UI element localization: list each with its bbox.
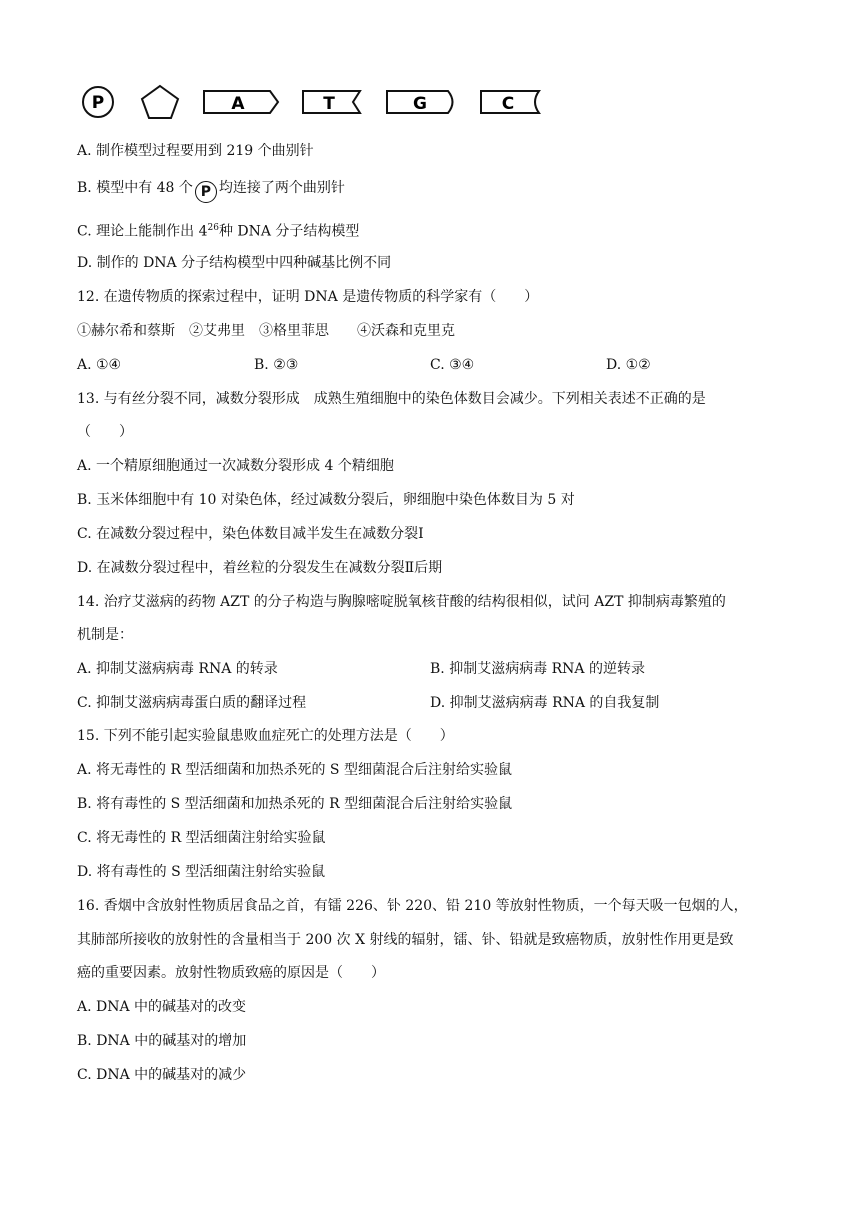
q14-option-c: C. 抑制艾滋病病毒蛋白质的翻译过程: [77, 695, 307, 711]
q11-option-b-pre: B. 模型中有 48 个: [77, 180, 193, 196]
q13-stem-line2: （ ）: [77, 424, 133, 440]
q11-option-c-pre: C. 理论上能制作出 4: [77, 223, 208, 240]
base-G-label: G: [413, 94, 427, 114]
deoxyribose-pentagon-icon: [142, 86, 178, 118]
base-A-icon: [204, 91, 278, 114]
phosphate-icon: [83, 87, 113, 117]
model-components-figure: [78, 82, 558, 122]
q14-option-b: B. 抑制艾滋病病毒 RNA 的逆转录: [430, 661, 645, 677]
q14-stem-line1: 14. 治疗艾滋病的药物 AZT 的分子构造与胸腺嘧啶脱氧核苷酸的结构很相似，试问 AZT 抑制病毒繁殖的: [77, 594, 726, 610]
base-T-icon: [303, 91, 360, 114]
q15-option-b: B. 将有毒性的 S 型活细菌和加热杀死的 R 型细菌混合后注射给实验鼠: [77, 796, 513, 812]
q11-option-a: A. 制作模型过程要用到 219 个曲别针: [77, 143, 314, 159]
q12-option-c: C. ③④: [430, 357, 475, 373]
q16-option-c: C. DNA 中的碱基对的减少: [77, 1067, 247, 1083]
q11-option-c-post: 种 DNA 分子结构模型: [218, 223, 360, 240]
q11-option-b-post: 均连接了两个曲别针: [218, 180, 345, 196]
q16-stem-line1: 16. 香烟中含放射性物质居食品之首，有镭 226、钋 220、铅 210 等放射性物质，一个每天吸一包烟的人，: [77, 898, 748, 914]
q13-option-c: C. 在减数分裂过程中，染色体数目减半发生在减数分裂Ⅰ: [77, 526, 424, 542]
q14-stem-line2: 机制是：: [77, 627, 133, 643]
q11-option-c: [77, 218, 359, 242]
q11-option-b: [77, 178, 345, 203]
q13-option-b: B. 玉米体细胞中有 10 对染色体，经过减数分裂后，卵细胞中染色体数目为 5 对: [77, 492, 575, 508]
q14-option-a: A. 抑制艾滋病病毒 RNA 的转录: [77, 661, 278, 677]
base-C-icon: [481, 91, 539, 114]
q15-option-a: A. 将无毒性的 R 型活细菌和加热杀死的 S 型细菌混合后注射给实验鼠: [77, 762, 512, 778]
q16-option-a: A. DNA 中的碱基对的改变: [77, 999, 247, 1015]
base-T-label: T: [323, 94, 335, 114]
phosphate-symbol-icon: P: [195, 181, 217, 203]
q12-items: ①赫尔希和蔡斯 ②艾弗里 ③格里菲思 ④沃森和克里克: [77, 323, 455, 339]
phosphate-label: P: [91, 93, 105, 113]
q12-option-a: A. ①④: [77, 357, 122, 373]
q14-option-d: D. 抑制艾滋病病毒 RNA 的自我复制: [430, 695, 660, 711]
q16-stem-line2: 其肺部所接收的放射性的含量相当于 200 次 X 射线的辐射，镭、钋、铅就是致癌物质，放射性作用更是致: [77, 932, 734, 948]
q16-option-b: B. DNA 中的碱基对的增加: [77, 1033, 247, 1049]
q15-option-c: C. 将无毒性的 R 型活细菌注射给实验鼠: [77, 830, 326, 846]
q15-stem: 15. 下列不能引起实验鼠患败血症死亡的处理方法是（ ）: [77, 728, 454, 744]
components-svg: [78, 82, 558, 122]
q11-option-c-exponent: 26: [207, 223, 219, 233]
q13-option-a: A. 一个精原细胞通过一次减数分裂形成 4 个精细胞: [77, 458, 394, 474]
q15-option-d: D. 将有毒性的 S 型活细菌注射给实验鼠: [77, 864, 326, 880]
base-C-label: C: [501, 94, 515, 114]
q13-stem-line1: 13. 与有丝分裂不同，减数分裂形成 成熟生殖细胞中的染色体数目会减少。下列相关表述不正确的是: [77, 391, 706, 407]
q16-stem-line3: 癌的重要因素。放射性物质致癌的原因是（ ）: [77, 965, 385, 981]
base-A-label: A: [231, 94, 245, 114]
q13-option-d: D. 在减数分裂过程中，着丝粒的分裂发生在减数分裂Ⅱ后期: [77, 560, 443, 576]
q12-stem: 12. 在遗传物质的探索过程中，证明 DNA 是遗传物质的科学家有（ ）: [77, 289, 539, 305]
q12-option-b: B. ②③: [254, 357, 299, 373]
q12-option-d: D. ①②: [606, 357, 651, 373]
base-G-icon: [387, 91, 453, 114]
q11-option-d: D. 制作的 DNA 分子结构模型中四种碱基比例不同: [77, 255, 392, 271]
